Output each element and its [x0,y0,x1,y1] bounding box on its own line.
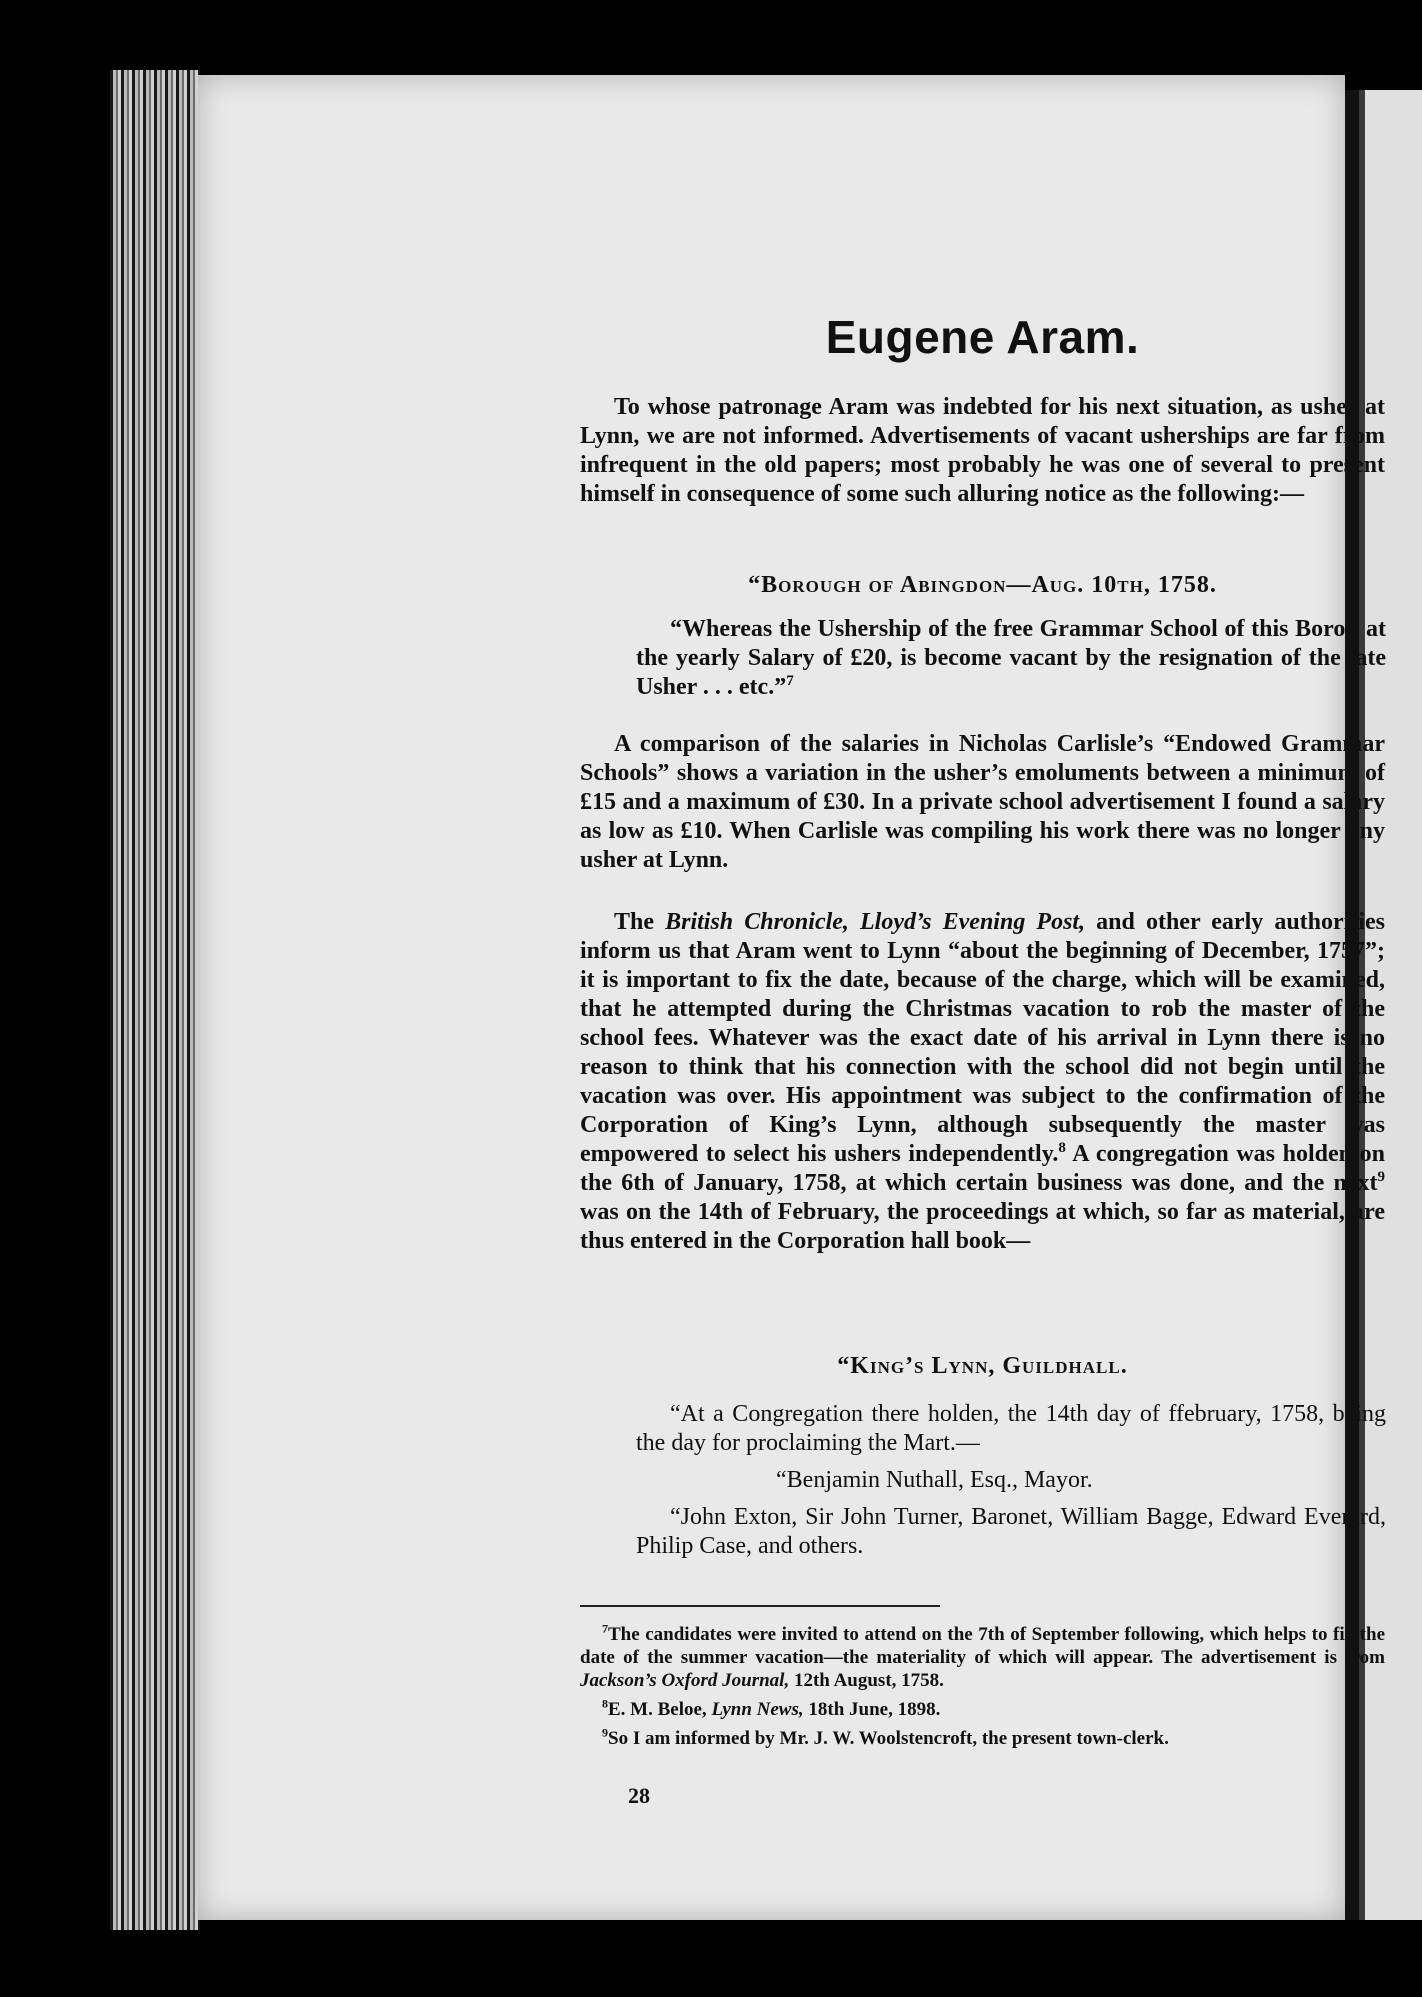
notice-body-text: “Whereas the Ushership of the free Grammar School of this Boro’, at the yearly Salary of £20, is become vacant by the resignation of the late Usher . . . etc.” [636,616,1386,700]
footnote-9-text: So I am informed by Mr. J. W. Woolstencroft, the present town-clerk. [608,1728,1169,1749]
paragraph-intro [580,393,1385,509]
hall-heading [580,1353,1385,1380]
hall-record-attendees: “John Exton, Sir John Turner, Baronet, William Bagge, Edward Everard, Philip Case, and others. [636,1504,1386,1559]
footnote-7-text-a: The candidates were invited to attend on the 7th of September following, which helps to fix the date of the summer vacation—the materiality of which will appear. The advertisement is from [580,1624,1385,1668]
page-title: Eugene Aram. [825,311,1140,363]
notice-heading [580,572,1385,599]
footnotes [580,1623,1385,1756]
book-page-edges [110,70,200,1930]
footnote-7 [580,1623,1385,1692]
paragraph-arrival-text-2: A congregation was holden on the 6th of January, 1758, at which certain business was done, and the next [580,1141,1385,1196]
footnote-ref-7: 7 [786,673,794,689]
footnote-9-mark: 9 [602,1725,608,1740]
paragraph-arrival-sources: British Chronicle, Lloyd’s Evening Post, [665,909,1086,935]
footnote-divider [580,1605,940,1607]
footnote-8 [580,1698,1385,1721]
notice-heading-text: “Borough of Abingdon—Aug. 10th, 1758. [748,572,1217,598]
footnote-8-source: Lynn News, [711,1699,804,1720]
footnote-7-mark: 7 [602,1621,608,1636]
hall-heading-text: “King’s Lynn, Guildhall. [837,1353,1128,1379]
footnote-8-mark: 8 [602,1696,608,1711]
hall-record [636,1400,1386,1561]
hall-record-mayor: “Benjamin Nuthall, Esq., Mayor. [776,1467,1093,1493]
book-page [198,75,1386,1920]
paragraph-salaries-text: A comparison of the salaries in Nicholas Carlisle’s “Endowed Grammar Schools” shows a variation in the usher’s emoluments between a minimum of £15 and a maximum of £30. In a private school advertisement I found a salary as low as £10. When Carlisle was compiling his work there was no longer any usher at Lynn. [580,731,1385,873]
paragraph-arrival-text-3: was on the 14th of February, the proceedings at which, so far as material, are thus entered in the Corporation hall book— [580,1199,1385,1254]
footnote-8-text-a: E. M. Beloe, [608,1699,707,1720]
page-number: 28 [628,1783,650,1808]
hall-record-congregation: “At a Congregation there holden, the 14th day of ffebruary, 1758, being the day for proclaiming the Mart.— [636,1401,1386,1456]
footnote-8-text-b: 18th June, 1898. [808,1699,941,1720]
notice-body [636,615,1386,702]
footnote-ref-9: 9 [1377,1169,1385,1185]
paragraph-arrival-text-1: and other early authorities inform us that Aram went to Lynn “about the beginning of December, 1757”; it is important to fix the date, because of the charge, which will be examined, that he attempted during the Christmas vacation to rob the master of the school fees. Whatever was the exact date of his arrival in Lynn there is no reason to think that his connection with the school did not begin until the vacation was over. His appointment was subject to the confirmation of the Corporation of King’s Lynn, although subsequently the master was empowered to select his ushers independently. [580,909,1385,1167]
footnote-ref-8: 8 [1058,1140,1066,1156]
paragraph-arrival [580,908,1385,1256]
footnote-9 [580,1727,1385,1750]
footnote-7-text-b: 12th August, 1758. [793,1670,944,1691]
paragraph-arrival-start: The [614,909,655,935]
paragraph-salaries [580,730,1385,875]
paragraph-intro-text: To whose patronage Aram was indebted for his next situation, as usher at Lynn, we are not informed. Advertisements of vacant usherships are far from infrequent in the old papers; most probably he was one of several to present himself in consequence of some such alluring notice as the following:— [580,394,1385,507]
footnote-7-source: Jackson’s Oxford Journal, [580,1670,790,1691]
